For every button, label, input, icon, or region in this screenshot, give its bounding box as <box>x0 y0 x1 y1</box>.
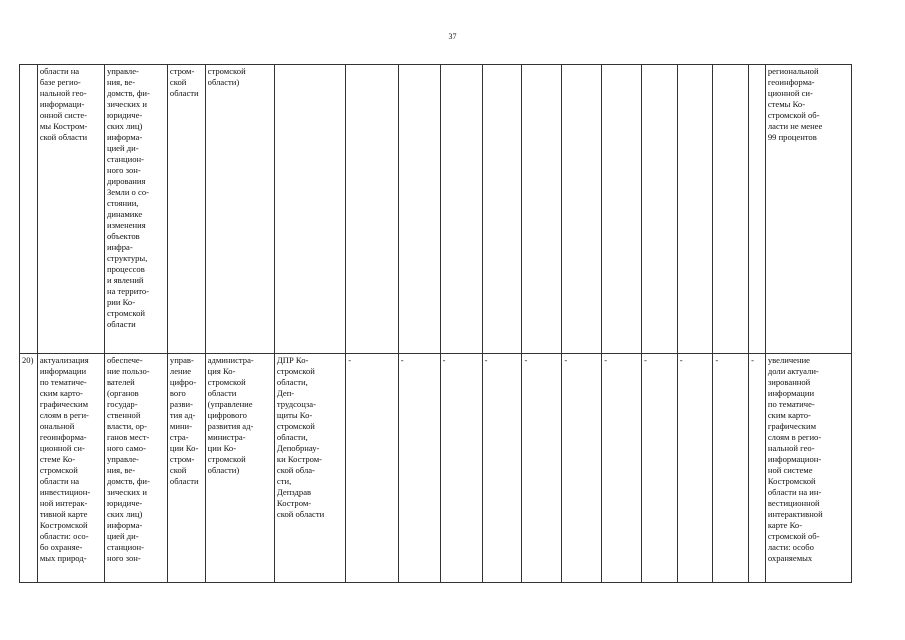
funding-cell: - <box>602 354 642 583</box>
funding-cell: - <box>677 354 713 583</box>
row-number: 20) <box>20 354 38 583</box>
funding-cell: - <box>346 354 398 583</box>
funding-cell <box>562 65 602 354</box>
funding-cell <box>749 65 766 354</box>
participants-cell: ДПР Ко- стромской области, Деп- трудсоцза- щиты Ко- стромской области, Депобрнау- ки Костром- ской обла- сти, Депздрав Костром- ской области <box>274 354 345 583</box>
measure-name-cell: области на базе регио- нальной гео- информаци- онной систе- мы Костром- ской области <box>37 65 104 354</box>
page-number: 37 <box>448 32 457 41</box>
funding-cell <box>346 65 398 354</box>
funding-cell <box>642 65 678 354</box>
measure-description-cell: управле- ния, ве- домств, фи- зических и юридиче- ских лиц) информа- цией ди- станцион- ного зон- дирования Земли о со- стоянии, динамике изменения объектов инфра- структуры, процессов и явлений на террито- рии Ко- стромской области <box>104 65 167 354</box>
funding-cell: - <box>642 354 678 583</box>
program-table <box>19 64 852 583</box>
funding-cell <box>677 65 713 354</box>
executor-cell: стром- ской области <box>167 65 205 354</box>
funding-cell: - <box>398 354 440 583</box>
funding-cell: - <box>713 354 749 583</box>
funding-cell <box>482 65 522 354</box>
funding-cell: - <box>440 354 482 583</box>
funding-cell <box>602 65 642 354</box>
expected-result-cell: увеличение доли актуали- зированной информации по тематиче- ским карто- графическим слоям в регио- нальной гео- информацион- ной системе Костромской области на ин- вестиционной интерактивной карте Ко- стромской об- ласти: особо охраняемых <box>765 354 851 583</box>
expected-result-cell: региональной геоинформа- ционной си- стемы Ко- стромской об- ласти не менее 99 процентов <box>765 65 851 354</box>
funding-cell: - <box>749 354 766 583</box>
funding-cell <box>440 65 482 354</box>
responsible-cell: стромской области) <box>205 65 274 354</box>
participants-cell <box>274 65 345 354</box>
funding-cell <box>398 65 440 354</box>
funding-cell <box>713 65 749 354</box>
table-row <box>20 65 852 354</box>
table-row <box>20 354 852 583</box>
row-number <box>20 65 38 354</box>
funding-cell <box>522 65 562 354</box>
funding-cell: - <box>562 354 602 583</box>
measure-description-cell: обеспече- ние пользо- вателей (органов государ- ственной власти, ор- ганов мест- ного само- управле- ния, ве- домств, фи- зических и юридиче- ских лиц) информа- цией ди- станцион- ного зон- <box>104 354 167 583</box>
responsible-cell: администра- ция Ко- стромской области (управление цифрового развития ад- министра- ции Ко- стромской области) <box>205 354 274 583</box>
measure-name-cell: актуализация информации по тематиче- ским карто- графическим слоям в реги- ональной геоинформа- ционной си- стеме Ко- стромской области на инвестицион- ной интерак- тивной карте Костромской области: осо- бо охраняе- мых природ- <box>37 354 104 583</box>
funding-cell: - <box>482 354 522 583</box>
funding-cell: - <box>522 354 562 583</box>
executor-cell: управ- ление цифро- вого разви- тия ад- мини- стра- ции Ко- стром- ской области <box>167 354 205 583</box>
